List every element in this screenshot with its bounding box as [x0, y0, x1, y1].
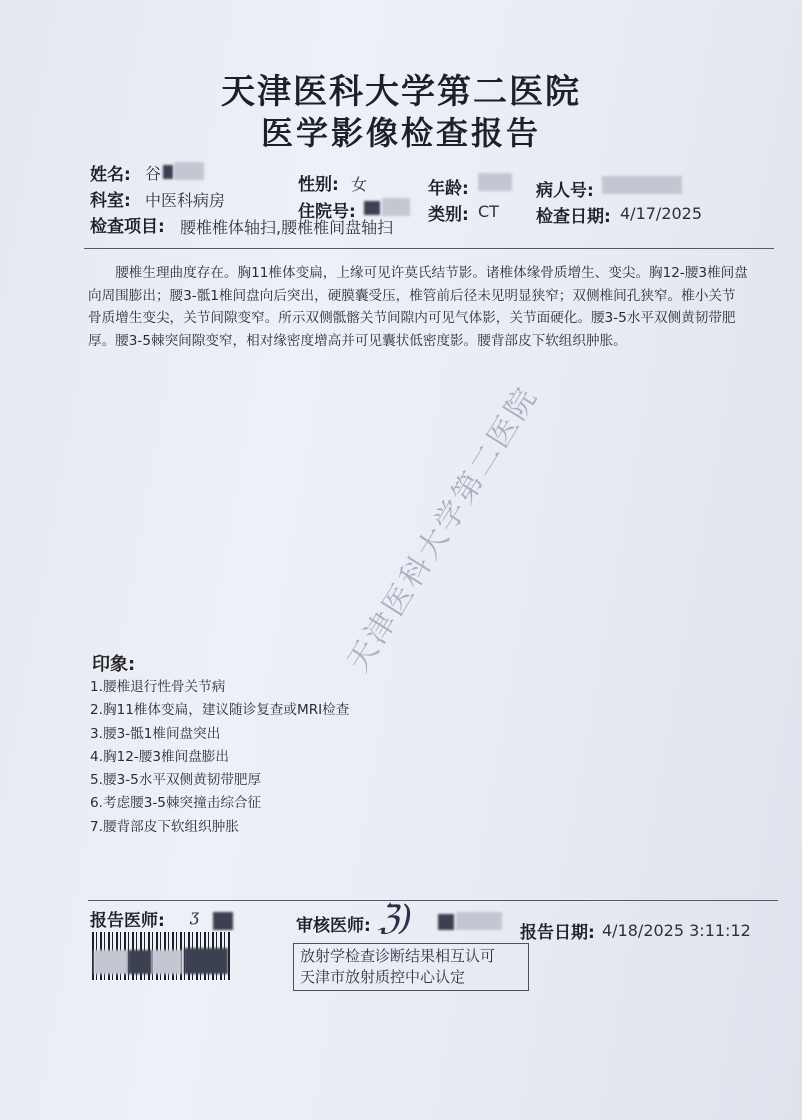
- reviewer-redaction: [438, 914, 454, 930]
- impression-heading: 印象:: [92, 654, 136, 675]
- reporter-signature: ʒ: [190, 906, 200, 925]
- report-title: 医学影像检查报告: [260, 114, 541, 152]
- barcode-redaction: [128, 950, 152, 974]
- reviewer-signature: ℨ): [378, 898, 413, 938]
- inpatient-label: 住院号:: [298, 202, 356, 222]
- header-divider: [84, 248, 774, 249]
- impression-item: 5.腰3-5水平双侧黄韧带肥厚: [90, 772, 262, 789]
- name-label: 姓名:: [90, 165, 131, 185]
- dept-value: 中医科病房: [145, 191, 226, 210]
- dept-label: 科室:: [90, 191, 131, 211]
- name-redaction: [163, 165, 173, 179]
- name-value: 谷: [145, 164, 162, 183]
- exam-item-label: 检查项目:: [90, 217, 165, 237]
- patient-no-redaction: [602, 176, 682, 194]
- findings-text: 腰椎生理曲度存在。胸11椎体变扁，上缘可见许莫氏结节影。诸椎体缘骨质增生、变尖。胸12-腰3椎间盘向周围膨出；腰3-骶1椎间盘向后突出，硬膜囊受压，椎管前后径未见明显狭窄；双侧椎间孔狭窄。椎小关节骨质增生变尖，关节间隙变窄。所示双侧骶髂关节间隙内可见气体影，关节面硬化。腰3-5水平双侧黄韧带肥厚。腰3-5棘突间隙变窄，相对缘密度增高并可见囊状低密度影。腰背部皮下软组织肿胀。: [88, 265, 748, 349]
- age-redaction: [478, 173, 512, 191]
- exam-date-label: 检查日期:: [536, 207, 611, 227]
- exam-date-value: 4/17/2025: [620, 204, 703, 223]
- sex-value: 女: [351, 175, 368, 194]
- impression-item: 2.胸11椎体变扁，建议随诊复查或MRI检查: [90, 702, 350, 719]
- reporter-label: 报告医师:: [90, 911, 165, 931]
- category-value: CT: [478, 202, 499, 221]
- reporter-redaction: [213, 912, 233, 930]
- impression-item: 3.腰3-骶1椎间盘突出: [90, 725, 221, 742]
- impression-item: 6.考虑腰3-5棘突撞击综合征: [90, 795, 262, 812]
- report-date-value: 4/18/2025 3:11:12: [602, 921, 751, 940]
- stamp-line-2: 天津市放射质控中心认定: [300, 968, 466, 986]
- impression-item: 1.腰椎退行性骨关节病: [90, 679, 226, 695]
- barcode-redaction: [94, 950, 128, 974]
- patient-no-label: 病人号:: [536, 181, 594, 201]
- qc-stamp: [293, 943, 529, 991]
- hospital-name: 天津医科大学第二医院: [221, 72, 581, 112]
- reviewer-label: 审核医师:: [296, 916, 371, 936]
- barcode-redaction: [152, 950, 182, 974]
- impression-item: 4.胸12-腰3椎间盘膨出: [90, 748, 229, 765]
- name-redaction: [174, 162, 204, 180]
- footer-divider: [88, 900, 778, 901]
- category-label: 类别:: [428, 205, 469, 225]
- hospital-watermark: 天津医科大学第二医院: [340, 379, 546, 679]
- age-label: 年龄:: [428, 179, 469, 199]
- stamp-line-1: 放射学检查诊断结果相互认可: [300, 947, 496, 965]
- sex-label: 性别:: [298, 175, 339, 195]
- inpatient-redaction: [382, 198, 410, 216]
- reviewer-redaction: [456, 912, 502, 930]
- impression-item: 7.腰背部皮下软组织肿胀: [90, 818, 239, 835]
- barcode-redaction: [184, 948, 228, 974]
- inpatient-redaction: [364, 201, 380, 215]
- exam-item-value: 腰椎椎体轴扫,腰椎椎间盘轴扫: [180, 218, 394, 237]
- report-date-label: 报告日期:: [520, 923, 595, 943]
- impression-list: [90, 676, 349, 839]
